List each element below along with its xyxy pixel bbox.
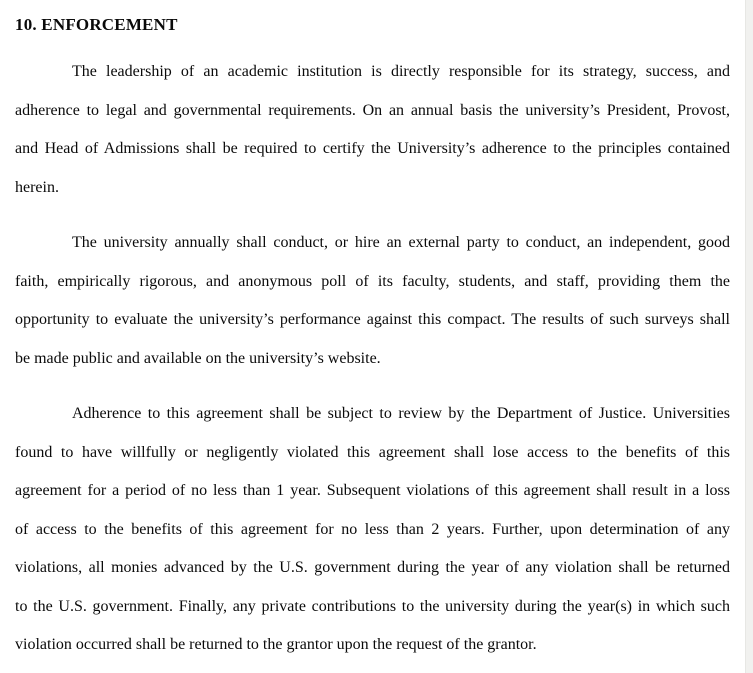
text-line: violations, all monies advanced by the U.S. government during the year of any violation shall be returned <box>15 559 730 576</box>
text-line: and Head of Admissions shall be required to certify the University’s adherence to the principles contained <box>15 140 730 157</box>
text-line: found to have willfully or negligently violated this agreement shall lose access to the benefits of this <box>15 443 730 461</box>
text-line: The university annually shall conduct, or hire an external party to conduct, an independent, good <box>72 234 730 251</box>
section-heading: 10. ENFORCEMENT <box>15 15 178 34</box>
text-line: agreement for a period of no less than 1 year. Subsequent violations of this agreement shall result in a loss <box>15 482 730 499</box>
text-line: of access to the benefits of this agreement for no less than 2 years. Further, upon determination of any <box>15 520 730 538</box>
text-line: Adherence to this agreement shall be subject to review by the Department of Justice. Universities <box>72 405 730 422</box>
text-line: opportunity to evaluate the university’s performance against this compact. The results of such surveys shall <box>15 311 730 328</box>
text-line: violation occurred shall be returned to the grantor upon the request of the grantor. <box>15 636 537 653</box>
document-body <box>15 53 730 665</box>
paragraph <box>15 224 730 378</box>
paragraph <box>15 53 730 207</box>
text-line: The leadership of an academic institution is directly responsible for its strategy, success, and <box>72 63 730 80</box>
text-line: faith, empirically rigorous, and anonymous poll of its faculty, students, and staff, providing them the <box>15 272 730 290</box>
paragraph <box>15 395 730 665</box>
text-line: be made public and available on the university’s website. <box>15 349 381 367</box>
text-line: herein. <box>15 178 59 196</box>
text-line: to the U.S. government. Finally, any private contributions to the university during the year(s) in which such <box>15 597 730 615</box>
text-line: adherence to legal and governmental requirements. On an annual basis the university’s President, Provost, <box>15 101 730 119</box>
page-edge-strip <box>745 0 753 673</box>
